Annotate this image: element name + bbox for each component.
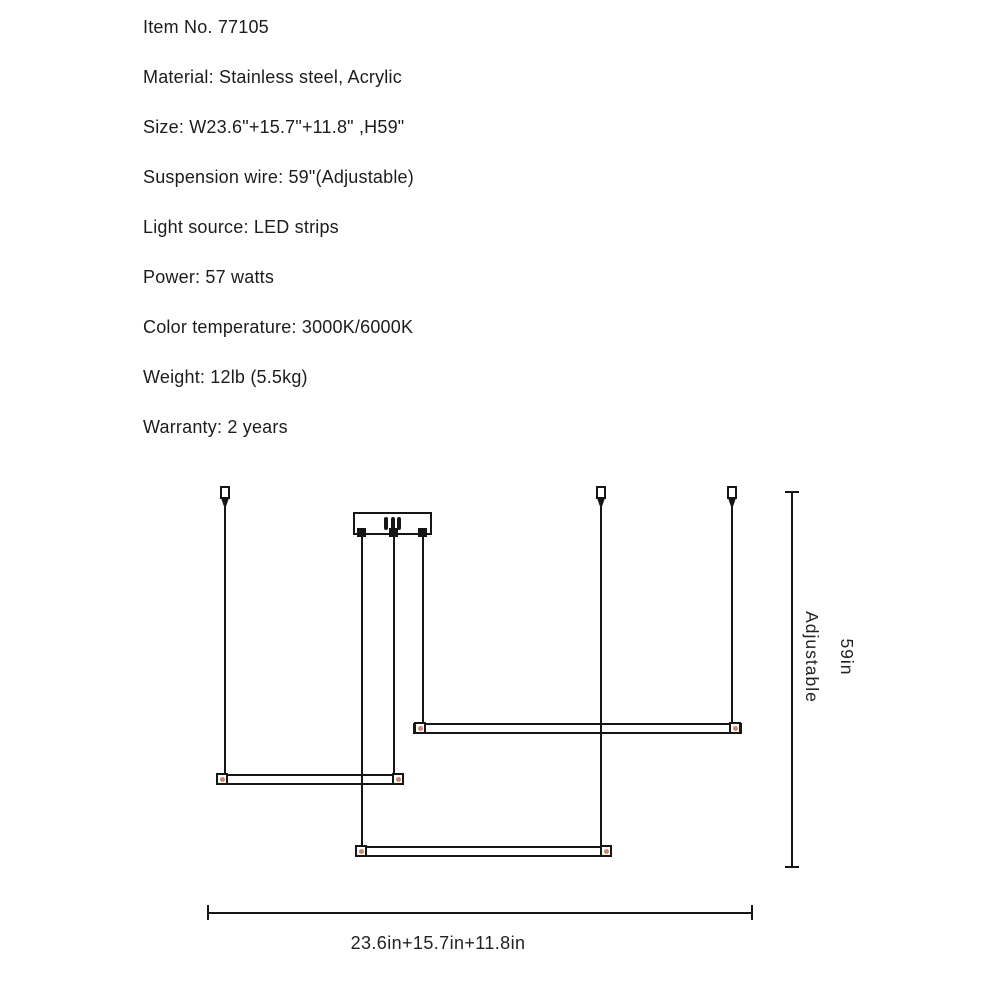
height-dimension-cap-bottom xyxy=(785,866,799,868)
width-dimension-label: 23.6in+15.7in+11.8in xyxy=(350,933,526,953)
connector-dot xyxy=(733,726,738,731)
light-bar-bottom xyxy=(355,846,612,857)
height-dimension-label xyxy=(794,597,864,717)
bar-end-connector xyxy=(414,722,426,734)
light-bar-left xyxy=(216,774,404,785)
ceiling-anchor-left-wedge xyxy=(221,498,229,506)
ceiling-anchor-left xyxy=(220,486,230,499)
bar-end-connector xyxy=(392,773,404,785)
spec-line-item-no: Item No. 77105 xyxy=(143,17,269,37)
suspension-wire xyxy=(224,502,226,776)
suspension-wire xyxy=(393,534,395,776)
height-dimension-cap-top xyxy=(785,491,799,493)
bar-end-connector xyxy=(216,773,228,785)
spec-line-size: Size: W23.6"+15.7"+11.8" ,H59" xyxy=(143,117,405,137)
suspension-wire xyxy=(361,534,363,848)
ceiling-anchor-middle-wedge xyxy=(597,498,605,506)
connector-dot xyxy=(359,849,364,854)
suspension-wire xyxy=(422,534,424,724)
spec-line-weight: Weight: 12lb (5.5kg) xyxy=(143,367,308,387)
height-note: Adjustable xyxy=(802,611,822,703)
spec-line-power: Power: 57 watts xyxy=(143,267,275,287)
suspension-wire xyxy=(600,502,602,848)
connector-dot xyxy=(220,777,225,782)
connector-dot xyxy=(604,849,609,854)
connector-dot xyxy=(396,777,401,782)
width-dimension-cap-right xyxy=(751,905,753,920)
connector-dot xyxy=(418,726,423,731)
height-value: 59in xyxy=(837,638,857,676)
canopy-wire-connector-right xyxy=(418,528,427,537)
width-dimension-cap-left xyxy=(207,905,209,920)
spec-line-suspension: Suspension wire: 59"(Adjustable) xyxy=(143,167,414,187)
height-dimension-line xyxy=(791,492,793,868)
suspension-wire xyxy=(731,502,733,724)
light-bar-top xyxy=(413,723,742,734)
bar-end-connector xyxy=(729,722,741,734)
canopy-wire-connector-left xyxy=(357,528,366,537)
spec-line-light-source: Light source: LED strips xyxy=(143,217,339,237)
ceiling-anchor-right xyxy=(727,486,737,499)
ceiling-anchor-middle xyxy=(596,486,606,499)
spec-line-warranty: Warranty: 2 years xyxy=(143,417,288,437)
spec-line-material: Material: Stainless steel, Acrylic xyxy=(143,67,402,87)
spec-line-color-temp: Color temperature: 3000K/6000K xyxy=(143,317,414,337)
canopy-cord-grip-icon xyxy=(384,517,388,530)
ceiling-anchor-right-wedge xyxy=(728,498,736,506)
width-dimension-line xyxy=(208,912,753,914)
canopy-wire-connector-middle xyxy=(389,528,398,537)
bar-end-connector xyxy=(355,845,367,857)
bar-end-connector xyxy=(600,845,612,857)
